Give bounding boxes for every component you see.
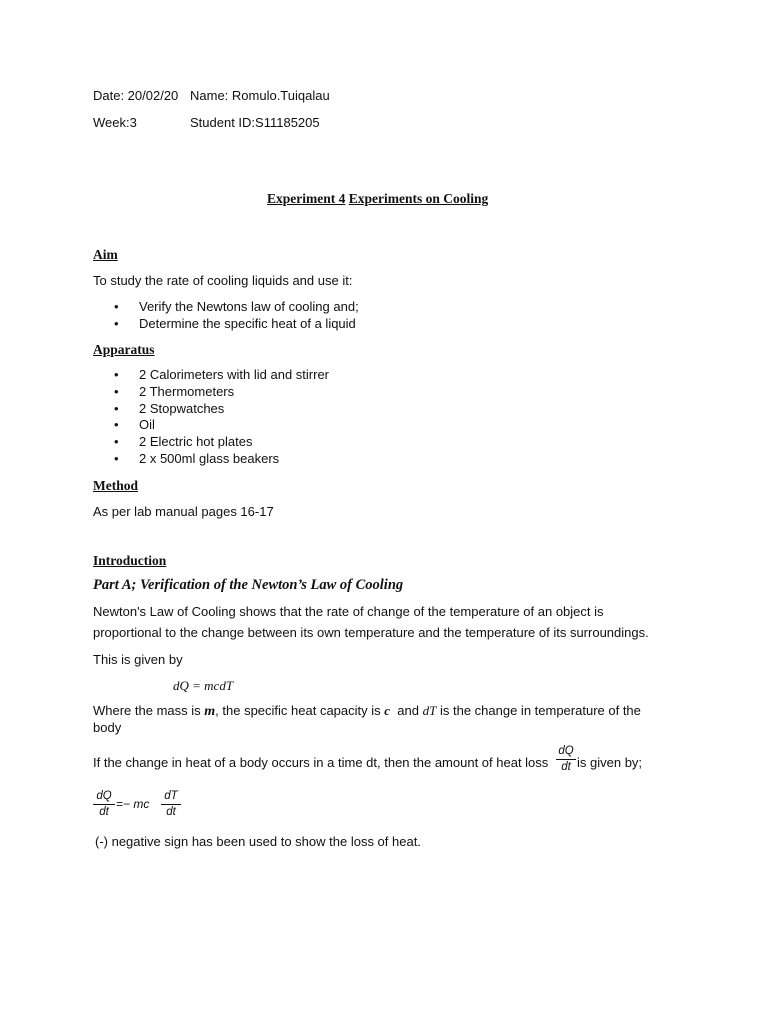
mass-symbol: m: [204, 704, 216, 719]
where-text-2: , the specific heat capacity is: [215, 703, 381, 718]
where-text-4b: body: [93, 720, 122, 735]
lhs-bar: [93, 804, 115, 805]
experiment-number: Experiment 4: [267, 191, 346, 206]
apparatus-heading: Apparatus: [93, 342, 155, 357]
where-text-1: Where the mass is: [93, 703, 201, 718]
apparatus-item: • 2 Thermometers: [93, 384, 329, 401]
rate-equation-mid: =− mc: [116, 797, 150, 811]
aim-item: • Determine the specific heat of a liquid: [93, 316, 359, 333]
aim-item: • Verify the Newtons law of cooling and;: [93, 299, 359, 316]
apparatus-item: • 2 Electric hot plates: [93, 434, 329, 451]
method-text: As per lab manual pages 16-17: [93, 504, 274, 519]
name-field: Name: Romulo.Tuiqalau: [190, 88, 330, 103]
fraction-bar: [556, 759, 576, 760]
apparatus-list: [93, 367, 329, 468]
method-heading: Method: [93, 478, 138, 493]
specific-heat-symbol: c: [384, 703, 391, 718]
apparatus-item: • 2 x 500ml glass beakers: [93, 451, 329, 468]
given-by-text: This is given by: [93, 652, 183, 667]
aim-heading: Aim: [93, 247, 118, 262]
lhs-numerator: dQ: [96, 790, 112, 802]
experiment-topic: Experiments on Cooling: [348, 191, 489, 206]
negative-sign-note: (-) negative sign has been used to show the loss of heat.: [95, 834, 421, 849]
where-line: [93, 703, 641, 720]
week-field: Week:3: [93, 115, 137, 130]
heat-loss-text-1: If the change in heat of a body occurs in a time dt, then the amount of heat loss: [93, 755, 549, 770]
lhs-denominator: dt: [99, 806, 109, 818]
heat-loss-fraction: [556, 745, 576, 774]
rhs-bar: [161, 804, 181, 805]
student-id-field: Student ID:S11185205: [190, 115, 320, 130]
document-title: [267, 191, 488, 207]
aim-list: [93, 299, 359, 333]
introduction-heading: Introduction: [93, 553, 167, 568]
heat-equation: dQ = mcdT: [173, 678, 234, 693]
fraction-denominator: dt: [561, 761, 571, 773]
newton-law-paragraph: Newton's Law of Cooling shows that the rate of change of the temperature of an object is proportional to the change between its own temperature and the temperature of its surroundings.: [93, 604, 649, 640]
apparatus-item: • 2 Calorimeters with lid and stirrer: [93, 367, 329, 384]
where-text-4a: is the change in temperature of the: [439, 703, 641, 718]
apparatus-item: • Oil: [93, 417, 329, 434]
rate-equation-rhs: [161, 790, 181, 819]
date-field: Date: 20/02/20: [93, 88, 179, 103]
heat-loss-text-2: is given by;: [577, 755, 643, 770]
where-text-3: and: [397, 703, 419, 718]
temperature-change-symbol: dT: [422, 703, 437, 718]
rate-equation-lhs: [93, 790, 115, 819]
part-a-heading: Part A; Verification of the Newton’s Law of Cooling: [93, 577, 404, 593]
rhs-denominator: dt: [166, 806, 176, 818]
aim-intro: To study the rate of cooling liquids and use it:: [93, 273, 353, 288]
apparatus-item: • 2 Stopwatches: [93, 401, 329, 418]
fraction-numerator: dQ: [558, 745, 574, 757]
rhs-numerator: dT: [164, 790, 178, 802]
